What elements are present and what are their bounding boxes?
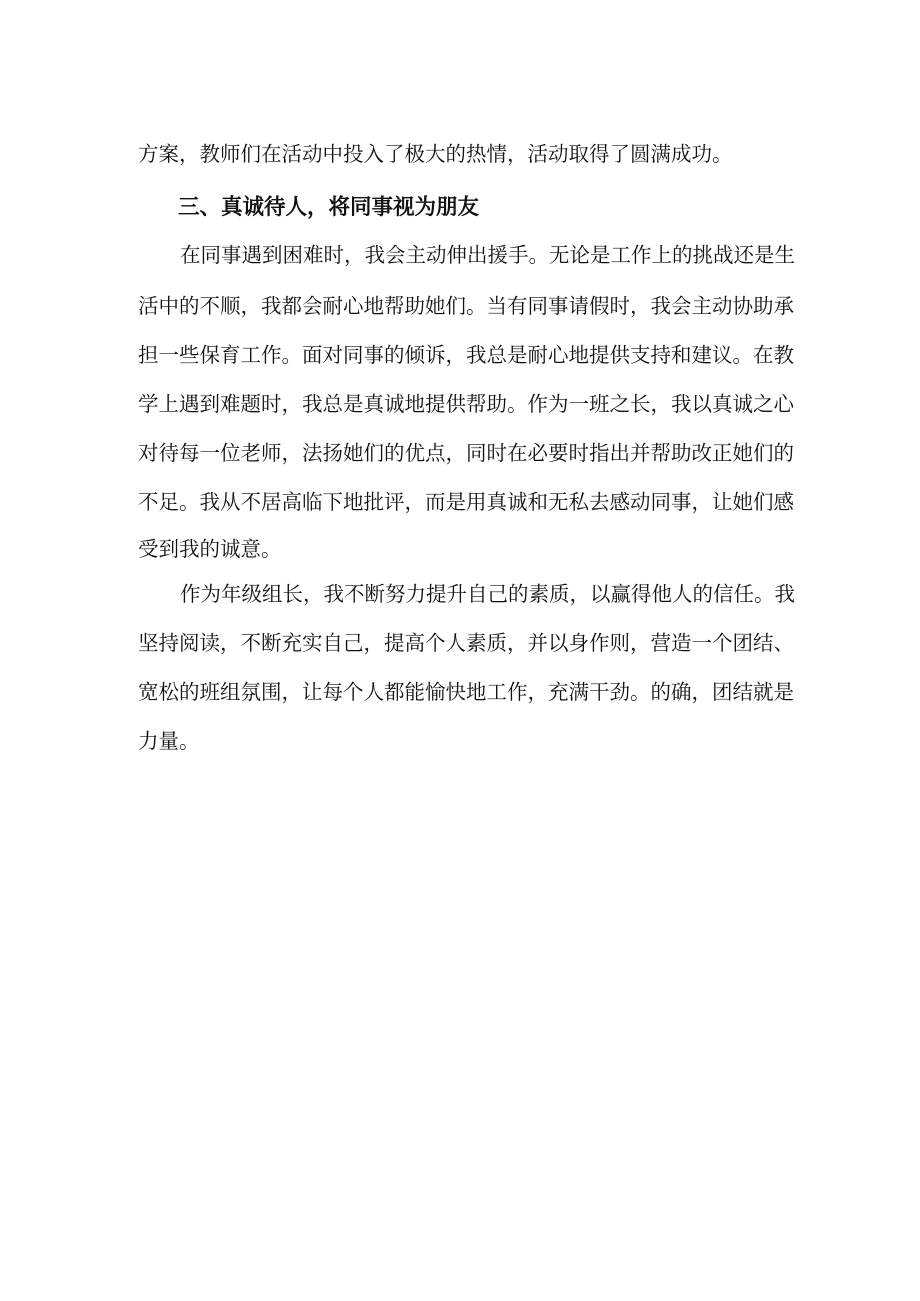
paragraph-1-line-1: 在同事遇到困难时，我会主动伸出援手。无论是工作上的挑战还是生 [180,243,795,267]
paragraph-1-line-2: 活中的不顺，我都会耐心地帮助她们。当有同事请假时，我会主动协助承 [138,294,794,318]
paragraph-2-line-3: 宽松的班组氛围，让每个人都能愉快地工作，充满干劲。的确，团结就是 [138,680,794,704]
paragraph-1-line-4: 学上遇到难题时，我总是真诚地提供帮助。作为一班之长，我以真诚之心 [138,392,794,416]
paragraph-2-line-1: 作为年级组长，我不断努力提升自己的素质，以赢得他人的信任。我 [180,582,795,606]
paragraph-2-line-4: 力量。 [138,729,200,753]
paragraph-1-line-3: 担一些保育工作。面对同事的倾诉，我总是耐心地提供支持和建议。在教 [138,343,794,367]
section-heading: 三、真诚待人，将同事视为朋友 [178,195,480,220]
paragraph-2-line-2: 坚持阅读，不断充实自己，提高个人素质，并以身作则，营造一个团结、 [138,631,794,655]
paragraph-continuation-line: 方案，教师们在活动中投入了极大的热情，活动取得了圆满成功。 [138,142,733,166]
paragraph-1-line-5: 对待每一位老师，法扬她们的优点，同时在必要时指出并帮助改正她们的 [138,441,794,465]
paragraph-1-line-7: 受到我的诚意。 [138,537,282,561]
paragraph-1-line-6: 不足。我从不居高临下地批评，而是用真诚和无私去感动同事，让她们感 [138,490,794,514]
